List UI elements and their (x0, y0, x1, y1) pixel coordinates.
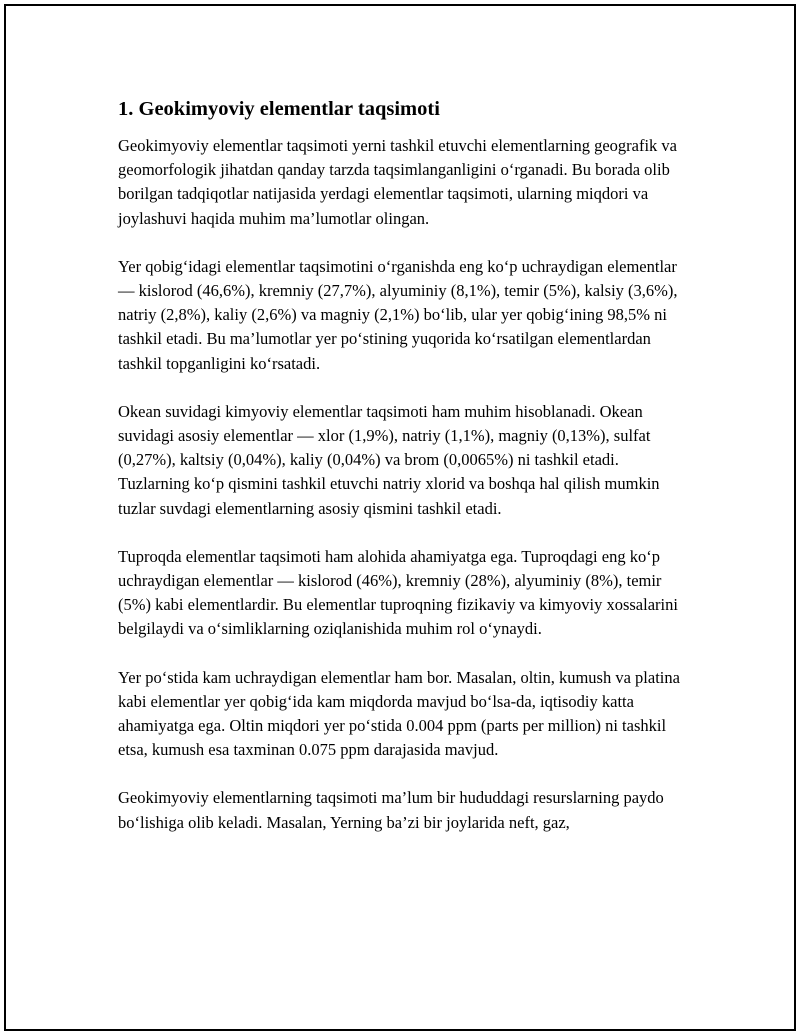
paragraph-rare-elements: Yer po‘stida kam uchraydigan elementlar ham bor. Masalan, oltin, kumush va platina kabi elementlar yer qobig‘ida kam miqdorda mavjud bo‘lsa-da, iqtisodiy katta ahamiyatga ega. Oltin miqdori yer po‘stida 0.004 ppm (parts per million) ni tashkil etsa, kumush esa taxminan 0.075 ppm darajasida mavjud. (118, 667, 680, 760)
section-title: 1. Geokimyoviy elementlar taqsimoti (118, 98, 440, 120)
paragraph-soil: Tuproqda elementlar taqsimoti ham alohida ahamiyatga ega. Tuproqdagi eng ko‘p uchraydigan elementlar — kislorod (46%), kremniy (28%), alyuminiy (8%), temir (5%) kabi elementlardir. Bu elementlar tuproqning fizikaviy va kimyoviy xossalarini belgilaydi va o‘simliklarning oziqlanishida muhim rol o‘ynaydi. (118, 546, 678, 639)
document-page (4, 4, 796, 1031)
paragraph-intro: Geokimyoviy elementlar taqsimoti yerni tashkil etuvchi elementlarning geografik va geomorfologik jihatdan qanday tarzda taqsimlanganligini o‘rganadi. Bu borada olib borilgan tadqiqotlar natijasida yerdagi elementlar taqsimoti, ularning miqdori va joylashuvi haqida muhim ma’lumotlar olingan. (118, 136, 678, 228)
paragraph-resources: Geokimyoviy elementlarning taqsimoti ma’lum bir hududdagi resurslarning paydo bo‘lishiga olib keladi. Masalan, Yerning ba’zi bir joylarida neft, gaz, (118, 788, 664, 832)
paragraph-earth-crust: Yer qobig‘idagi elementlar taqsimotini o‘rganishda eng ko‘p uchraydigan elementlar — kislorod (46,6%), kremniy (27,7%), alyuminiy (8,1%), temir (5%), kalsiy (3,6%), natriy (2,8%), kaliy (2,6%) va magniy (2,1%) bo‘lib, ular yer qobig‘ining 98,5% ni tashkil etadi. Bu ma’lumotlar yer po‘stining yuqorida ko‘rsatilgan elementlardan tashkil topganligini ko‘rsatadi. (118, 256, 678, 373)
document-content (118, 96, 688, 859)
paragraph-ocean-water: Okean suvidagi kimyoviy elementlar taqsimoti ham muhim hisoblanadi. Okean suvidagi asosiy elementlar — xlor (1,9%), natriy (1,1%), magniy (0,13%), sulfat (0,27%), kaltsiy (0,04%), kaliy (0,04%) va brom (0,0065%) ni tashkil etadi. Tuzlarning ko‘p qismini tashkil etuvchi natriy xlorid va boshqa hal qilish mumkin tuzlar suvdagi elementlarning asosiy qismini tashkil etadi. (118, 401, 660, 518)
